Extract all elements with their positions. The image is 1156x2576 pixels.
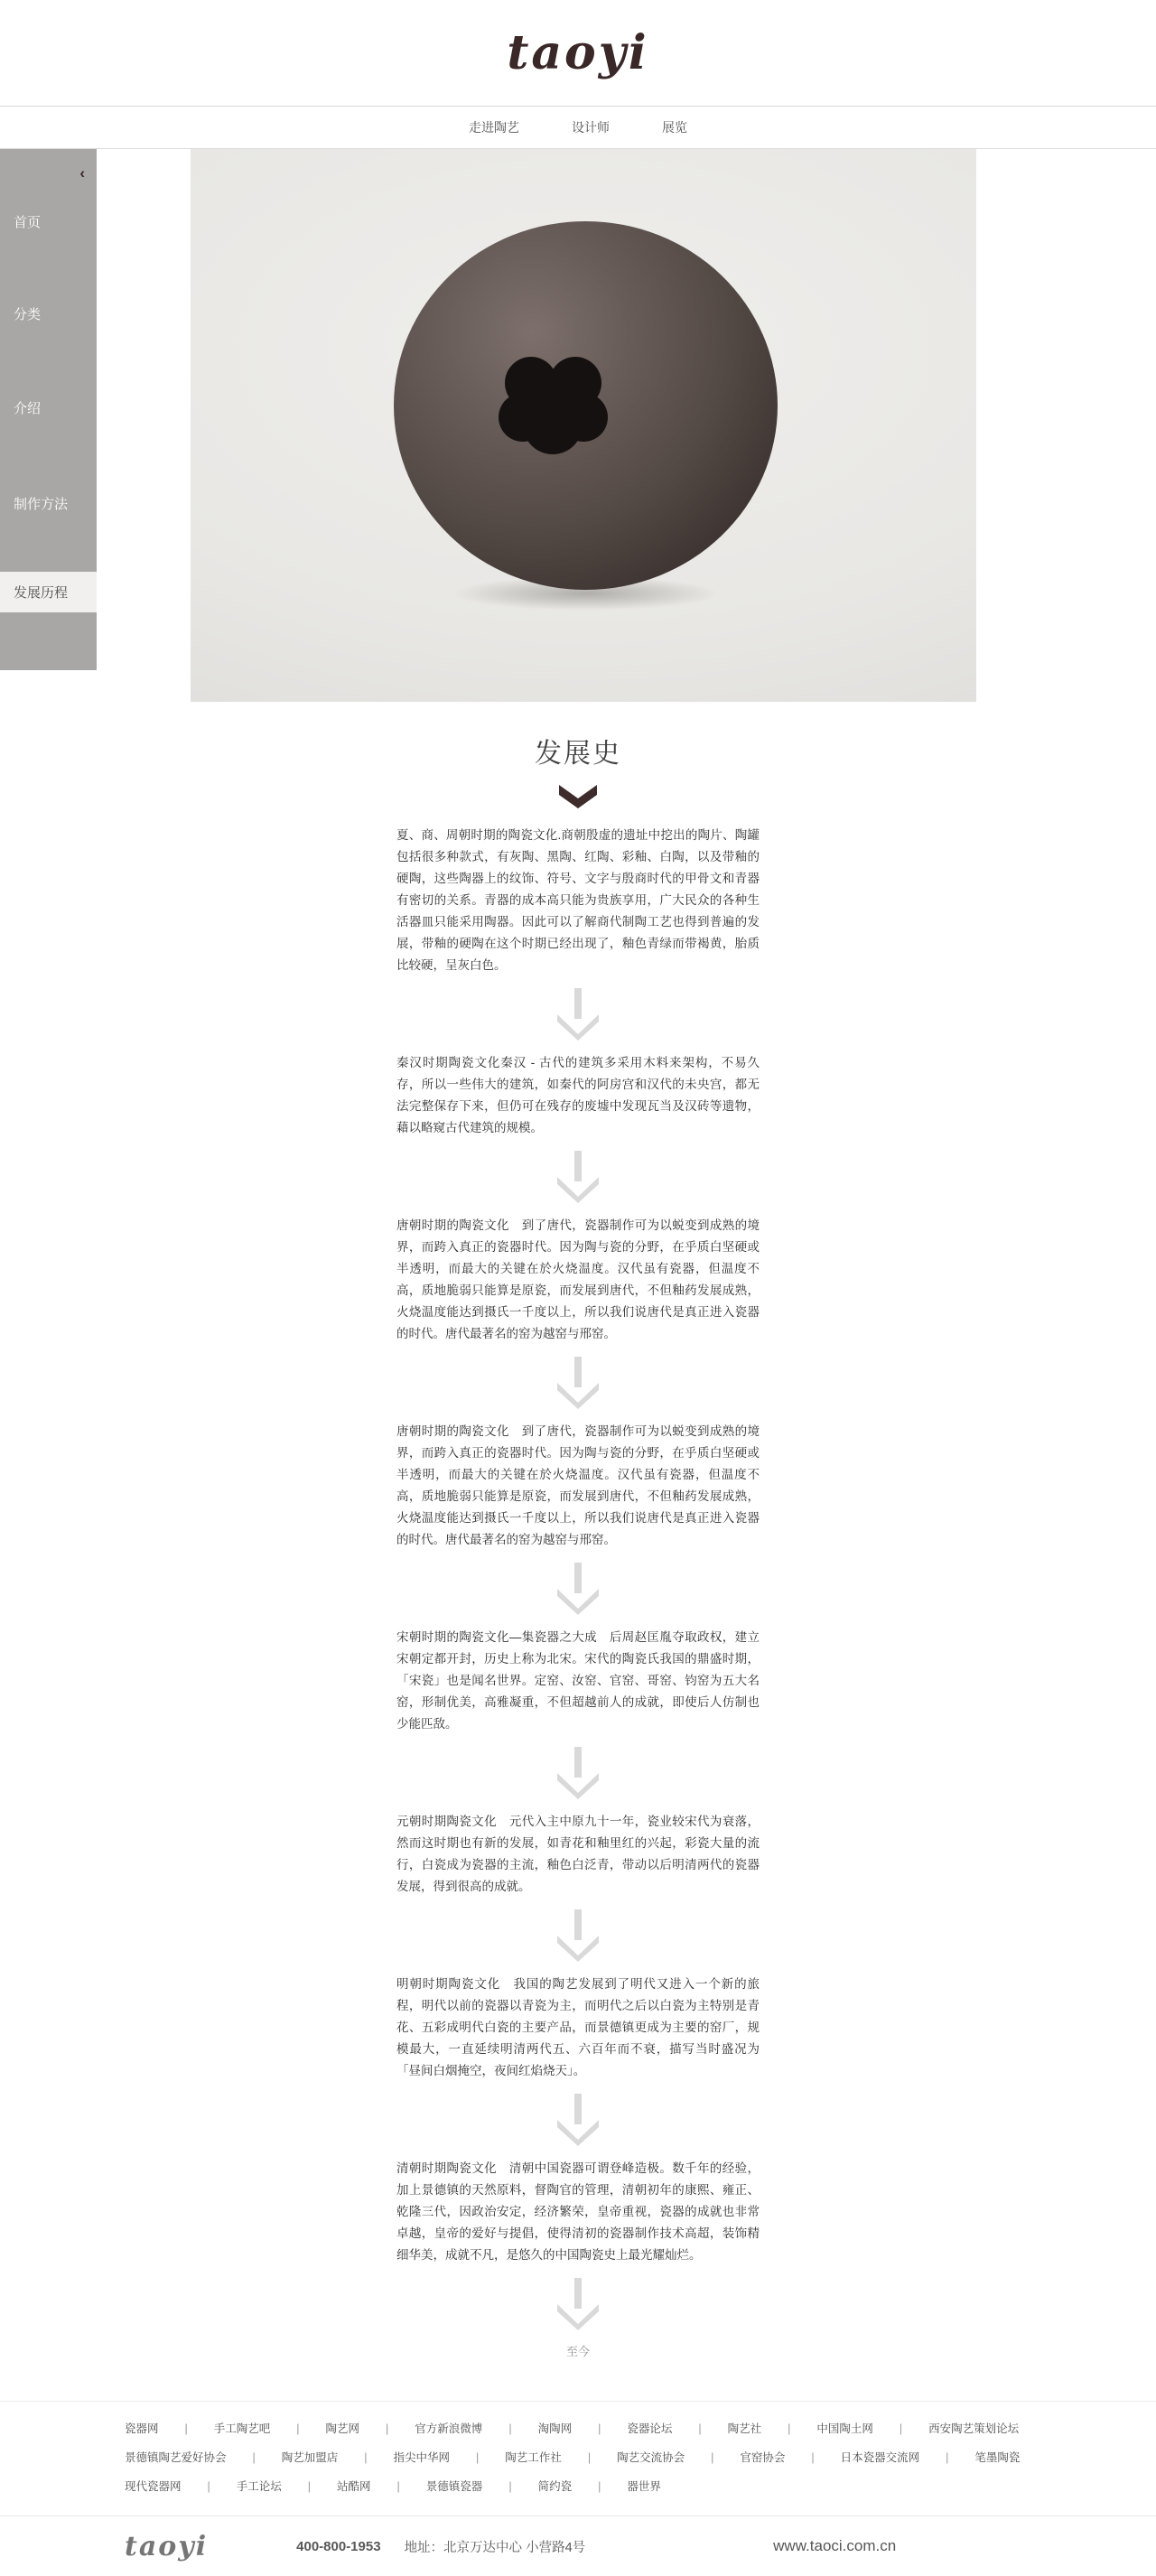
separator: |: [364, 2451, 368, 2464]
separator: |: [184, 2422, 188, 2435]
separator: |: [587, 2451, 592, 2464]
separator: |: [698, 2422, 702, 2435]
arrow-down-icon: [396, 1151, 760, 1203]
footer-link[interactable]: 官窑协会: [740, 2451, 786, 2464]
sidebar: [0, 149, 97, 670]
footer-link[interactable]: 笔墨陶瓷: [974, 2451, 1021, 2464]
sidebar-item-development-history[interactable]: 发展历程: [0, 572, 97, 612]
footer-link[interactable]: 中国陶土网: [816, 2422, 873, 2435]
arrow-down-icon: [396, 2278, 760, 2330]
separator: |: [207, 2480, 210, 2493]
content-area: [0, 149, 1156, 2359]
timeline-paragraph-tang-2: 唐朝时期的陶瓷文化 到了唐代，瓷器制作可为以蜕变到成熟的境界，而跨入真正的瓷器时代。因为陶与瓷的分野，在乎质白坚硬或半透明，而最大的关键在於火烧温度。汉代虽有瓷器，但温度不高，质地脆弱只能算是原瓷，而发展到唐代，不但釉药发展成熟，火烧温度能达到摄氏一千度以上，所以我们说唐代是真正进入瓷器的时代。唐代最著名的窑为越窑与邢窑。: [396, 1424, 760, 1546]
footer-link[interactable]: 景德镇陶艺爱好协会: [125, 2451, 227, 2464]
footer-link[interactable]: 景德镇瓷器: [425, 2480, 483, 2493]
nav-item-designers[interactable]: 设计师: [572, 120, 610, 135]
timeline-paragraph-yuan: 元朝时期陶瓷文化 元代入主中原九十一年，瓷业较宋代为衰落，然而这时期也有新的发展，如青花和釉里红的兴起，彩瓷大量的流行，白瓷成为瓷器的主流，釉色白泛青，带动以后明清两代的瓷器发展，得到很高的成就。: [396, 1815, 760, 1893]
separator: |: [711, 2451, 714, 2464]
separator: |: [788, 2422, 791, 2435]
vessel-cloud-opening: [497, 350, 610, 459]
arrow-down-icon: [396, 1747, 760, 1799]
nav-item-about-taoyi[interactable]: 走进陶艺: [469, 120, 519, 135]
separator: |: [476, 2451, 480, 2464]
development-history-timeline: [396, 702, 760, 2359]
separator: |: [598, 2422, 601, 2435]
footer-link[interactable]: 手工陶艺吧: [213, 2422, 271, 2435]
separator: |: [508, 2480, 512, 2493]
footer-link[interactable]: 陶艺网: [325, 2422, 360, 2435]
footer-link[interactable]: 淘陶网: [537, 2422, 573, 2435]
separator: |: [508, 2422, 512, 2435]
footer-link[interactable]: 指尖中华网: [393, 2451, 451, 2464]
chevron-down-icon: [396, 785, 760, 814]
footer-link[interactable]: 陶艺工作社: [505, 2451, 562, 2464]
footer-logo: taoyi: [125, 2530, 209, 2562]
footer-link[interactable]: 瓷器论坛: [627, 2422, 673, 2435]
footer-link[interactable]: 陶艺加盟店: [281, 2451, 339, 2464]
footer-link[interactable]: 现代瓷器网: [125, 2480, 182, 2493]
separator: |: [386, 2422, 389, 2435]
separator: |: [307, 2480, 312, 2493]
address-text: 地址：北京万达中心 小营路4号: [404, 2540, 586, 2555]
chevron-left-icon[interactable]: ‹: [79, 164, 85, 182]
arrow-down-icon: [396, 1909, 760, 1962]
separator: |: [899, 2422, 903, 2435]
arrow-down-icon: [396, 988, 760, 1041]
timeline-paragraph-qin-han: 秦汉时期陶瓷文化秦汉 - 古代的建筑多采用木料来架构，不易久存，所以一些伟大的建筑，如秦代的阿房宫和汉代的未央宫，都无法完整保存下来，但仍可在残存的废墟中发现瓦当及汉砖等遗物，藉以略窥古代建筑的规模。: [396, 1056, 760, 1134]
sidebar-item-home[interactable]: 首页: [14, 215, 42, 230]
arrow-down-icon: [396, 1357, 760, 1409]
footer-link[interactable]: 西安陶艺策划论坛: [928, 2422, 1020, 2435]
timeline-paragraph-qing: 清朝时期陶瓷文化 清朝中国瓷器可谓登峰造极。数千年的经验，加上景德镇的天然原料，督陶官的管理，清朝初年的康熙、雍正、乾隆三代，因政治安定，经济繁荣，皇帝重视，瓷器的成就也非常卓越，皇帝的爱好与提倡，使得清初的瓷器制作技术高超，装饰精细华美，成就不凡，是悠久的中国陶瓷史上最光耀灿烂。: [396, 2161, 760, 2262]
bottom-bar: [0, 2515, 1156, 2576]
sidebar-item-categories[interactable]: 分类: [14, 307, 42, 322]
footer-row-1: [125, 2420, 1138, 2436]
timeline-paragraph-song: 宋朝时期的陶瓷文化—集瓷器之大成 后周赵匡胤夺取政权，建立宋朝定都开封，历史上称为北宋。宋代的陶瓷氏我国的鼎盛时期，「宋瓷」也是闻名世界。定窑、汝窑、官窑、哥窑、钧窑为五大名窑，形制优美，高雅凝重，不但超越前人的成就，即使后人仿制也少能匹敌。: [396, 1630, 760, 1731]
footer-row-2: [125, 2449, 1138, 2465]
hero-photo-ceramic-vessel: [191, 149, 976, 702]
timeline-paragraph-ming: 明朝时期陶瓷文化 我国的陶艺发展到了明代又进入一个新的旅程，明代以前的瓷器以青瓷为主，而明代之后以白瓷为主特别是青花、五彩成明代白瓷的主要产品，而景德镇更成为主要的窑厂，规模最大，一直延续明清两代五、六百年而不衰，描写当时盛况为「昼间白烟掩空，夜间红焰烧天」。: [396, 1977, 760, 2077]
page-title: 发展史: [535, 739, 621, 769]
separator: |: [811, 2451, 815, 2464]
timeline-end-label: 至今: [565, 2345, 590, 2358]
timeline-paragraph-xia-shang-zhou: 夏、商、周朝时期的陶瓷文化.商朝殷虚的遗址中挖出的陶片、陶罐包括很多种款式，有灰陶、黑陶、红陶、彩釉、白陶，以及带釉的硬陶，这些陶器上的纹饰、符号、文字与殷商时代的甲骨文和青器有密切的关系。青器的成本高只能为贵族享用，广大民众的各种生活器皿只能采用陶器。因此可以了解商代制陶工艺也得到普遍的发展，带釉的硬陶在这个时期已经出现了，釉色青绿而带褐黄，胎质比较硬，呈灰白色。: [396, 828, 760, 972]
sidebar-item-introduction[interactable]: 介绍: [14, 401, 42, 416]
ceramic-vessel: [394, 221, 778, 590]
sidebar-item-making-methods[interactable]: 制作方法: [14, 497, 69, 512]
nav-item-exhibitions[interactable]: 展览: [662, 120, 687, 135]
timeline-paragraph-tang-1: 唐朝时期的陶瓷文化 到了唐代，瓷器制作可为以蜕变到成熟的境界，而跨入真正的瓷器时代。因为陶与瓷的分野，在乎质白坚硬或半透明，而最大的关键在於火烧温度。汉代虽有瓷器，但温度不高，质地脆弱只能算是原瓷，而发展到唐代，不但釉药发展成熟，火烧温度能达到摄氏一千度以上，所以我们说唐代是真正进入瓷器的时代。唐代最著名的窑为越窑与邢窑。: [396, 1218, 760, 1340]
footer-link[interactable]: 瓷器网: [125, 2422, 159, 2435]
site-logo: taoyi: [507, 24, 649, 80]
footer-link[interactable]: 站酷网: [337, 2480, 371, 2493]
footer-link[interactable]: 简约瓷: [537, 2480, 573, 2493]
separator: |: [396, 2480, 400, 2493]
footer-link[interactable]: 手工论坛: [236, 2480, 282, 2493]
main-nav: [0, 107, 1156, 149]
separator: |: [296, 2422, 300, 2435]
footer-link[interactable]: 官方新浪微博: [415, 2422, 483, 2435]
footer-row-3: [125, 2478, 1138, 2494]
website-link[interactable]: www.taoci.com.cn: [773, 2537, 897, 2554]
site-header: [0, 0, 1156, 107]
phone-number: 400-800-1953: [296, 2538, 381, 2554]
separator: |: [946, 2451, 949, 2464]
separator: |: [598, 2480, 601, 2493]
footer-link[interactable]: 器世界: [627, 2480, 661, 2493]
footer-link[interactable]: 日本瓷器交流网: [840, 2451, 920, 2464]
footer-link[interactable]: 陶艺交流协会: [617, 2451, 685, 2464]
footer-link[interactable]: 陶艺社: [727, 2422, 762, 2435]
arrow-down-icon: [396, 2094, 760, 2146]
separator: |: [252, 2451, 256, 2464]
arrow-down-icon: [396, 1563, 760, 1615]
